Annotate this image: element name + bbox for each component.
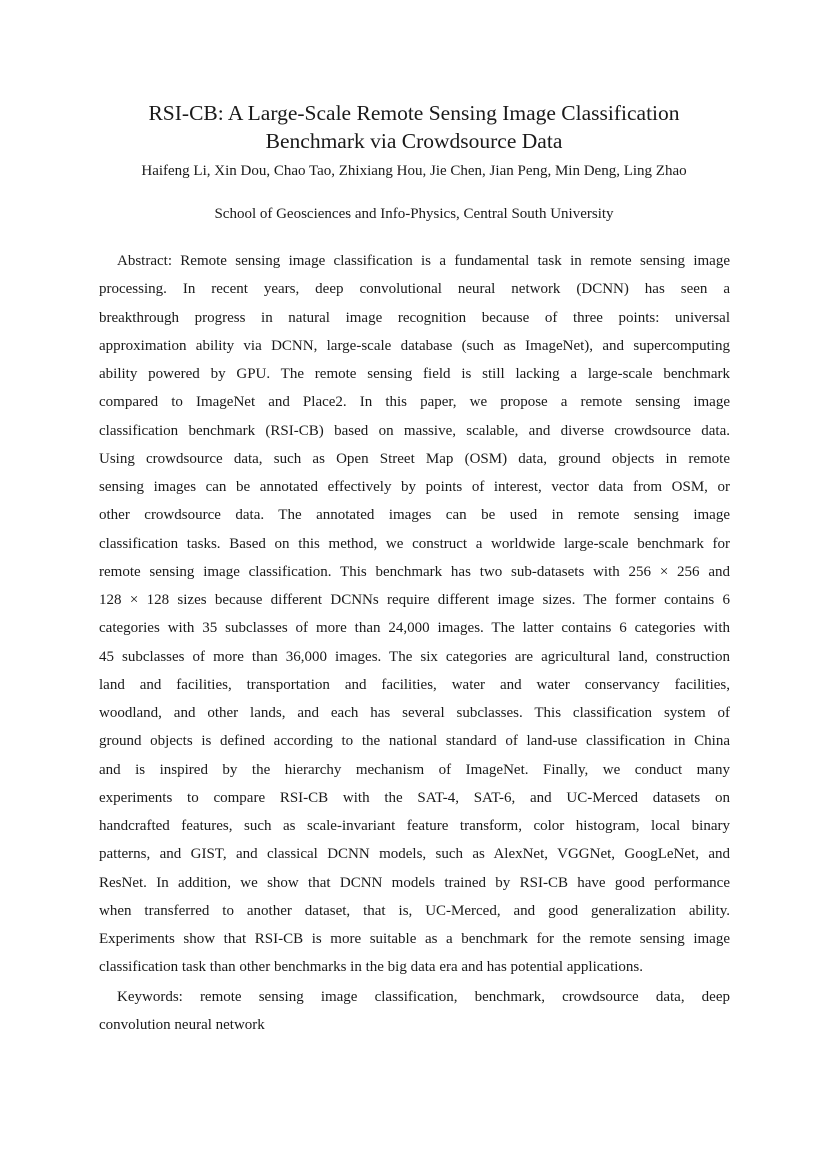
- abstract-line: classification tasks. Based on this method, we construct a worldwide large-scale benchmark for: [99, 535, 730, 552]
- abstract-line: woodland, and other lands, and each has several subclasses. This classification system of: [99, 705, 730, 721]
- abstract-line: ResNet. In addition, we show that DCNN models trained by RSI-CB have good performance: [99, 874, 730, 891]
- affiliation: School of Geosciences and Info-Physics, Central South University: [214, 206, 614, 222]
- abstract-line: patterns, and GIST, and classical DCNN models, such as AlexNet, VGGNet, GoogLeNet, and: [99, 846, 730, 863]
- abstract-line: ground objects is defined according to the national standard of land-use classification in China: [99, 733, 730, 750]
- abstract: [99, 247, 730, 982]
- abstract-line: Experiments show that RSI-CB is more suitable as a benchmark for the remote sensing image: [99, 931, 730, 947]
- keywords: [99, 983, 730, 1040]
- abstract-line: compared to ImageNet and Place2. In this paper, we propose a remote sensing image: [99, 394, 730, 411]
- paper-title: [60, 99, 768, 155]
- abstract-line: ability powered by GPU. The remote sensing field is still lacking a large-scale benchmark: [99, 366, 730, 382]
- abstract-line: and is inspired by the hierarchy mechanism of ImageNet. Finally, we conduct many: [99, 761, 730, 778]
- abstract-line: processing. In recent years, deep convolutional neural network (DCNN) has seen a: [99, 281, 730, 298]
- keywords-line: convolution neural network: [99, 1017, 265, 1034]
- abstract-line: 45 subclasses of more than 36,000 images. The six categories are agricultural land, construction: [99, 648, 730, 665]
- abstract-line: approximation ability via DCNN, large-scale database (such as ImageNet), and supercomputing: [99, 337, 730, 354]
- abstract-line: remote sensing image classification. This benchmark has two sub-datasets with 256 × 256 and: [99, 563, 730, 580]
- abstract-line: Using crowdsource data, such as Open Street Map (OSM) data, ground objects in remote: [99, 450, 730, 467]
- abstract-line: when transferred to another dataset, that is, UC-Merced, and good generalization ability.: [99, 902, 730, 919]
- abstract-line: experiments to compare RSI-CB with the SAT-4, SAT-6, and UC-Merced datasets on: [99, 789, 730, 806]
- title-line-2: Benchmark via Crowdsource Data: [265, 129, 563, 153]
- abstract-line: Abstract: Remote sensing image classification is a fundamental task in remote sensing image: [117, 253, 730, 269]
- author-list: Haifeng Li, Xin Dou, Chao Tao, Zhixiang Hou, Jie Chen, Jian Peng, Min Deng, Ling Zhao: [141, 163, 687, 179]
- abstract-line: other crowdsource data. The annotated images can be used in remote sensing image: [99, 507, 730, 524]
- title-line-1: RSI-CB: A Large-Scale Remote Sensing Image Classification: [148, 101, 680, 125]
- abstract-line: categories with 35 subclasses of more than 24,000 images. The latter contains 6 categories with: [99, 620, 730, 637]
- abstract-line: breakthrough progress in natural image recognition because of three points: universal: [99, 309, 730, 326]
- abstract-line: sensing images can be annotated effectively by points of interest, vector data from OSM, or: [99, 479, 730, 495]
- abstract-line: handcrafted features, such as scale-invariant feature transform, color histogram, local binary: [99, 818, 730, 834]
- keywords-line: Keywords: remote sensing image classification, benchmark, crowdsource data, deep: [117, 989, 730, 1005]
- abstract-line: classification benchmark (RSI-CB) based on massive, scalable, and diverse crowdsource data.: [99, 422, 730, 439]
- abstract-line: land and facilities, transportation and facilities, water and water conservancy facilities,: [99, 676, 730, 693]
- abstract-line: 128 × 128 sizes because different DCNNs require different image sizes. The former contains 6: [99, 592, 730, 608]
- abstract-line: classification task than other benchmarks in the big data era and has potential applications.: [99, 959, 643, 976]
